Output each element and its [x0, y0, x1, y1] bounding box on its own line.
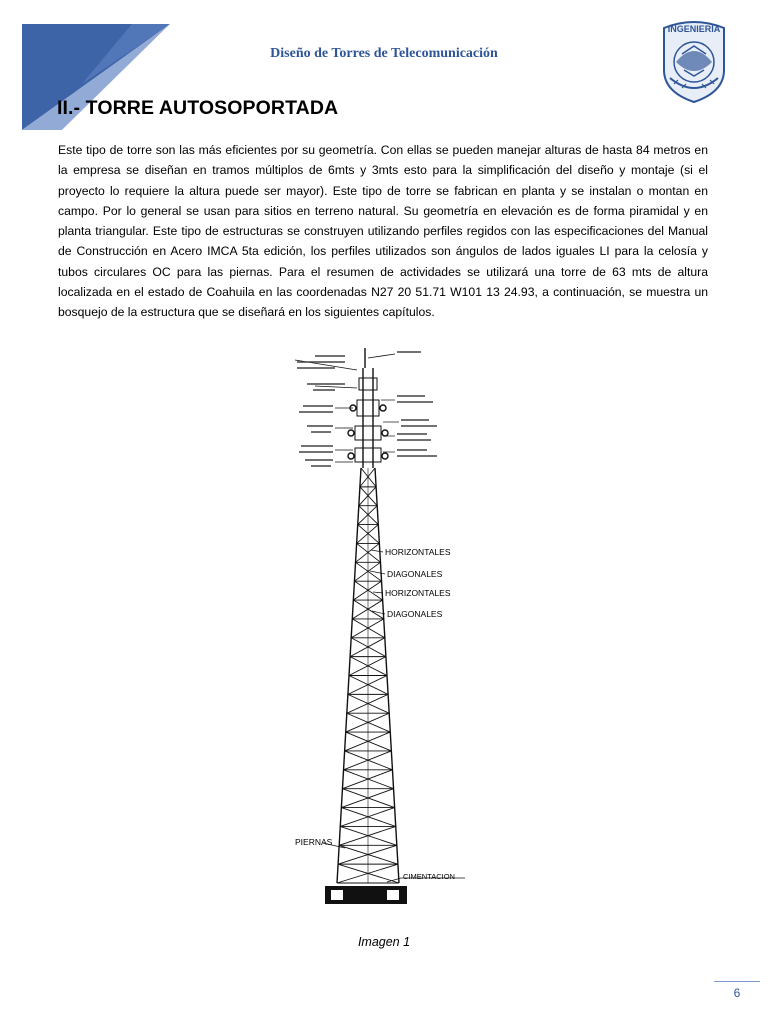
body-paragraph: Este tipo de torre son las más eficientes por su geometría. Con ellas se pueden manejar alturas de hasta 84 metros en la empresa se diseñan en tramos múltiplos de 6mts y 3mts esto para la simplificación del diseño y montaje (si el proyecto lo requiere la altura puede ser mayor). Este tipo de torre se fabrican en planta y se instalan o montan en campo. Por lo general se usan para sitios en terreno natural. Su geometría en elevación es de forma piramidal y en planta triangular. Este tipo de estructuras se construyen utilizando perfiles regidos con las especificaciones del Manual de Construcción en Acero IMCA 5ta edición, los perfiles utilizados son ángulos de lados iguales LI para la celosía y tubos circulares OC para las piernas. Para el resumen de actividades se utilizará una torre de 63 mts de altura localizada en el estado de Coahuila en las coordenadas N27 20 51.71 W101 13 24.93, a continuación, se muestra un bosquejo de la estructura que se diseñará en los siguientes capítulos. [58, 143, 708, 320]
label-horizontales-1: HORIZONTALES [385, 547, 451, 557]
label-cimentacion: CIMENTACION [403, 872, 455, 881]
page-number: 6 [733, 986, 741, 1000]
label-diagonales-2: DIAGONALES [387, 609, 443, 619]
figure-caption: Imagen 1 [357, 935, 411, 949]
logo-text: INGENIERIA [667, 24, 721, 34]
label-horizontales-2: HORIZONTALES [385, 588, 451, 598]
unam-engineering-logo [656, 18, 732, 104]
section-title: II.- TORRE AUTOSOPORTADA [57, 97, 339, 119]
running-header-title: Diseño de Torres de Telecomunicación [270, 46, 498, 61]
footer-rule [714, 981, 760, 982]
tower-diagram [275, 338, 515, 908]
label-piernas: PIERNAS [295, 837, 333, 847]
label-diagonales-1: DIAGONALES [387, 569, 443, 579]
